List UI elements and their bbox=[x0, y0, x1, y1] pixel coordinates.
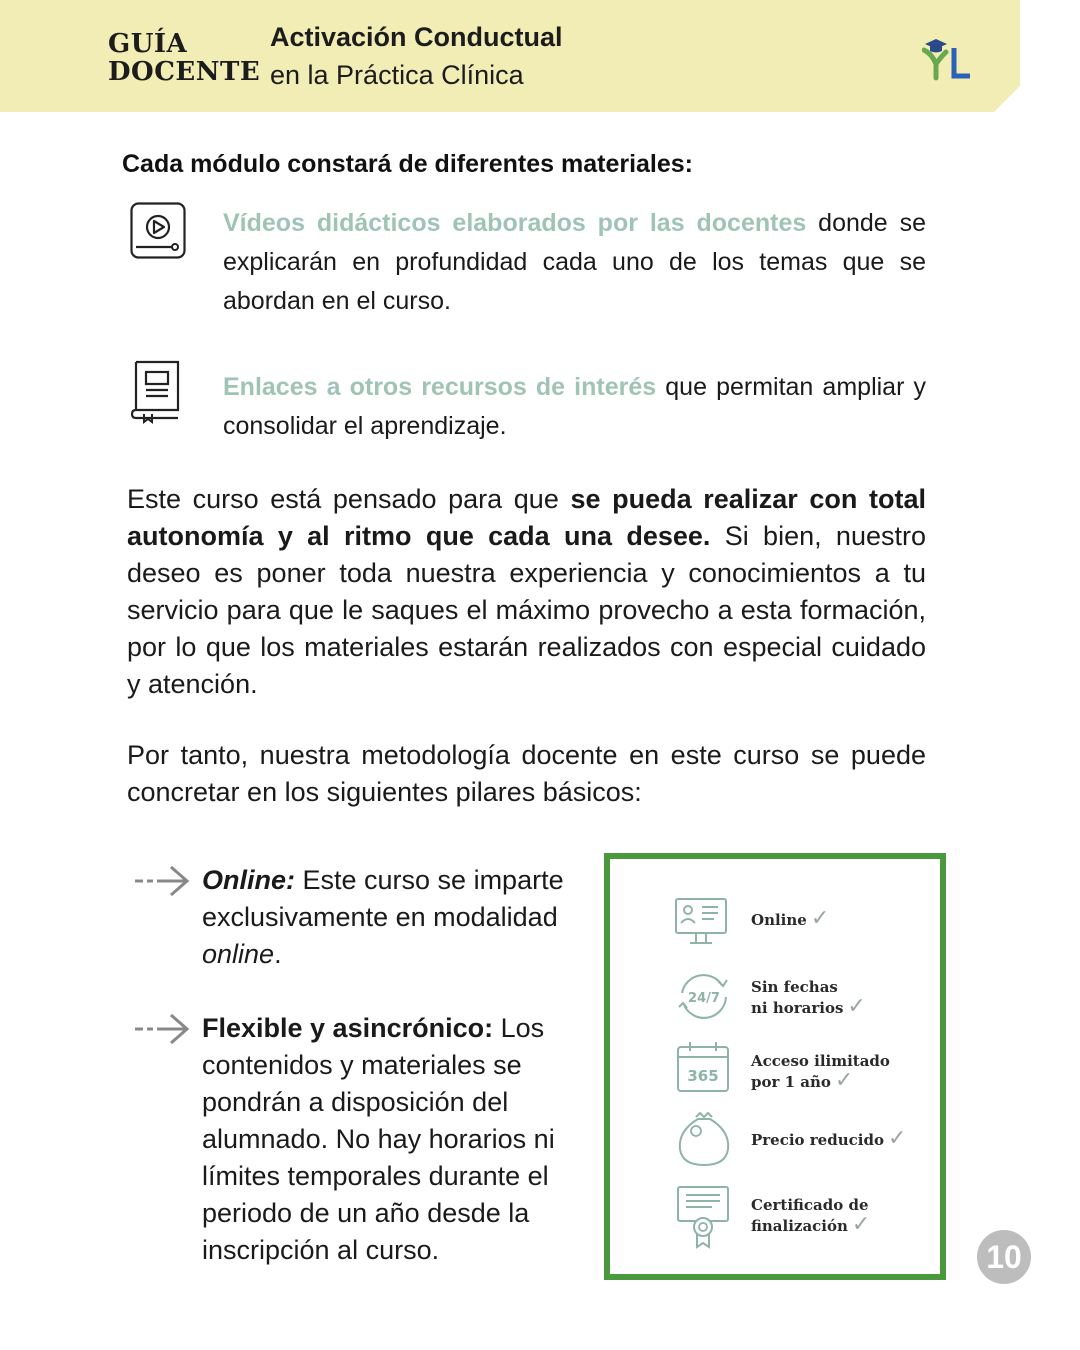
calendar-icon bbox=[672, 1039, 736, 1099]
clock-24-7-text: 24/7 bbox=[688, 991, 720, 1006]
computer-icon bbox=[672, 895, 736, 955]
logo-icon bbox=[922, 32, 974, 84]
check-icon: ✓ bbox=[887, 1126, 907, 1151]
certificate-icon bbox=[672, 1185, 736, 1251]
check-icon: ✓ bbox=[851, 1212, 871, 1237]
course-subtitle: en la Práctica Clínica bbox=[270, 60, 524, 90]
book-icon bbox=[130, 360, 182, 424]
course-title: Activación Conductual bbox=[270, 22, 563, 52]
benefit-reduced-price: Precio reducido ✓ bbox=[751, 1126, 907, 1151]
pillar-online: Online: Este curso se imparte exclusivamente en modalidad online. bbox=[202, 865, 564, 969]
material-item-videos: Vídeos didácticos elaborados por las docentes donde se explicarán en profundidad cada uno de los temas que se abordan en el curso. bbox=[223, 209, 926, 315]
money-bag-icon bbox=[672, 1109, 736, 1169]
materials-heading: Cada módulo constará de diferentes materiales: bbox=[122, 150, 694, 178]
benefit-unlimited-access: Acceso ilimitado por 1 año ✓ bbox=[751, 1052, 890, 1093]
benefit-online: Online ✓ bbox=[751, 906, 830, 931]
calendar-365-text: 365 bbox=[687, 1067, 719, 1085]
check-icon: ✓ bbox=[810, 906, 830, 931]
benefit-no-dates: Sin fechas ni horarios ✓ bbox=[751, 978, 866, 1019]
guide-label: GUÍA DOCENTE bbox=[108, 29, 261, 87]
material-item-links: Enlaces a otros recursos de interés que permitan ampliar y consolidar el aprendizaje. bbox=[223, 373, 926, 440]
benefit-certificate: Certificado de finalización ✓ bbox=[751, 1196, 871, 1237]
page-number: 10 bbox=[977, 1230, 1031, 1284]
check-icon: ✓ bbox=[834, 1068, 854, 1093]
check-icon: ✓ bbox=[847, 994, 866, 1019]
arrow-right-icon bbox=[133, 1011, 191, 1047]
pillar-flexible: Flexible y asincrónico: Los contenidos y materiales se pondrán a disposición del alumnado. No hay horarios ni límites temporales durante el periodo de un año desde la inscripción al curso. bbox=[202, 1013, 555, 1265]
video-icon bbox=[130, 202, 186, 260]
arrow-right-icon bbox=[133, 863, 191, 899]
autonomy-paragraph: Este curso está pensado para que se pueda realizar con total autonomía y al ritmo que cada una desee. Si bien, nuestro deseo es poner toda nuestra experiencia y conocimientos a tu servicio para que le saques el máximo provecho a esta formación, por lo que los materiales estarán realizados con especial cuidado y atención. bbox=[127, 484, 927, 699]
methodology-paragraph: Por tanto, nuestra metodología docente en este curso se puede concretar en los siguientes pilares básicos: bbox=[127, 740, 926, 807]
clock-24-7-icon bbox=[672, 967, 736, 1027]
benefits-box bbox=[604, 853, 946, 1280]
